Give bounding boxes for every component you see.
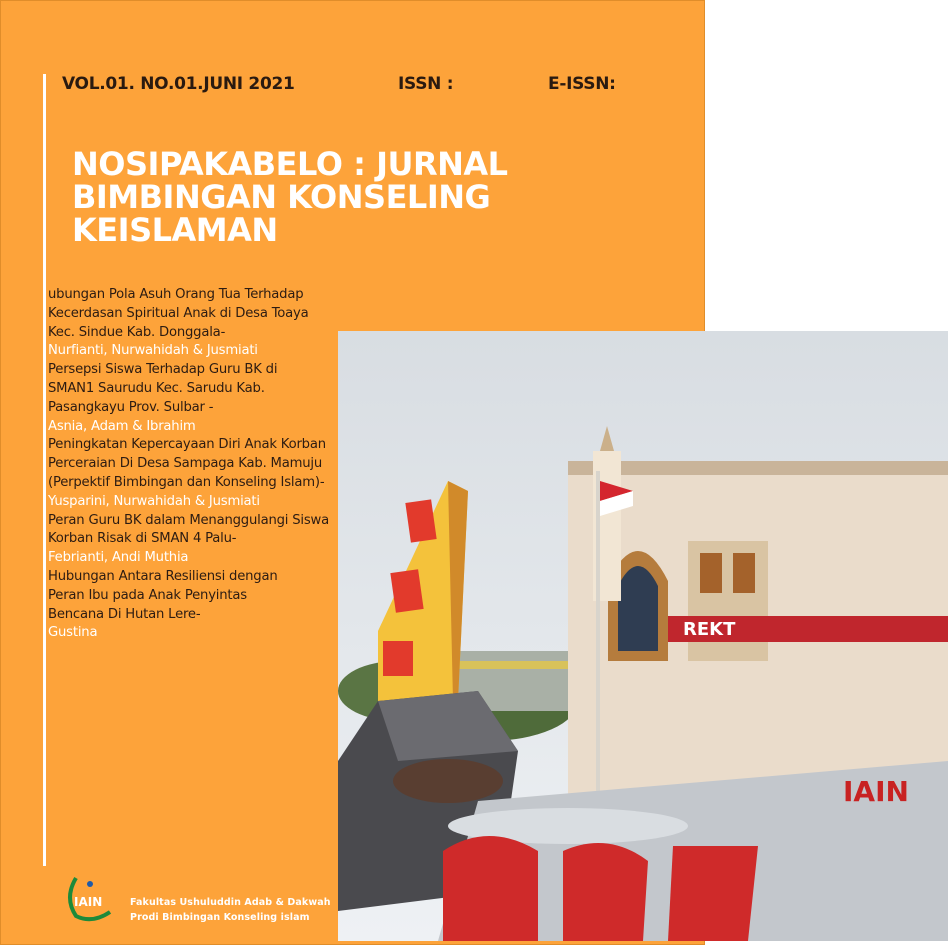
article-item	[48, 512, 408, 568]
article-authors: Gustina	[48, 625, 98, 641]
journal-title-line: BIMBINGAN KONSELING	[72, 178, 491, 216]
article-title-line: Kec. Sindue Kab. Donggala-	[48, 324, 226, 340]
article-item	[48, 361, 408, 436]
article-title-line: Peningkatan Kepercayaan Diri Anak Korban	[48, 437, 326, 453]
journal-title-line: NOSIPAKABELO : JURNAL	[72, 145, 508, 183]
vertical-rule	[43, 74, 46, 866]
issn-label: ISSN :	[398, 74, 454, 94]
iain-logo	[62, 872, 122, 920]
article-authors: Nurfianti, Nurwahidah & Jusmiati	[48, 343, 258, 359]
eissn-label: E-ISSN:	[548, 74, 616, 94]
footer-text	[130, 895, 331, 925]
article-title-line: SMAN1 Saurudu Kec. Sarudu Kab.	[48, 380, 265, 396]
article-authors: Yusparini, Nurwahidah & Jusmiati	[48, 493, 260, 509]
campus-sign-text: REKT	[683, 619, 736, 640]
article-title-line: (Perpektif Bimbingan dan Konseling Islam)-	[48, 474, 325, 490]
program-name: Prodi Bimbingan Konseling islam	[130, 912, 310, 923]
logo-text: IAIN	[74, 895, 103, 909]
article-title-line: Perceraian Di Desa Sampaga Kab. Mamuju	[48, 456, 323, 472]
article-title-line: Pasangkayu Prov. Sulbar -	[48, 399, 214, 415]
article-item	[48, 568, 408, 643]
journal-title-line: KEISLAMAN	[72, 211, 278, 249]
journal-title	[72, 145, 672, 249]
article-title-line: ubungan Pola Asuh Orang Tua Terhadap	[48, 287, 304, 302]
article-title-line: Hubungan Antara Resiliensi dengan	[48, 568, 278, 584]
article-title-line: Peran Ibu pada Anak Penyintas	[48, 587, 247, 603]
article-item	[48, 436, 408, 511]
article-title-line: Persepsi Siswa Terhadap Guru BK di	[48, 362, 278, 378]
campus-letters: IAIN	[843, 775, 909, 808]
article-list	[48, 286, 408, 643]
article-title-line: Korban Risak di SMAN 4 Palu-	[48, 531, 237, 547]
campus-photo	[338, 331, 948, 941]
faculty-name: Fakultas Ushuluddin Adab & Dakwah	[130, 897, 331, 908]
article-authors: Febrianti, Andi Muthia	[48, 550, 189, 566]
article-authors: Asnia, Adam & Ibrahim	[48, 418, 196, 434]
article-title-line: Kecerdasan Spiritual Anak di Desa Toaya	[48, 305, 309, 321]
article-title-line: Peran Guru BK dalam Menanggulangi Siswa	[48, 512, 330, 528]
article-item	[48, 286, 408, 361]
article-title-line: Bencana Di Hutan Lere-	[48, 606, 201, 622]
volume-label: VOL.01. NO.01.JUNI 2021	[62, 74, 295, 94]
